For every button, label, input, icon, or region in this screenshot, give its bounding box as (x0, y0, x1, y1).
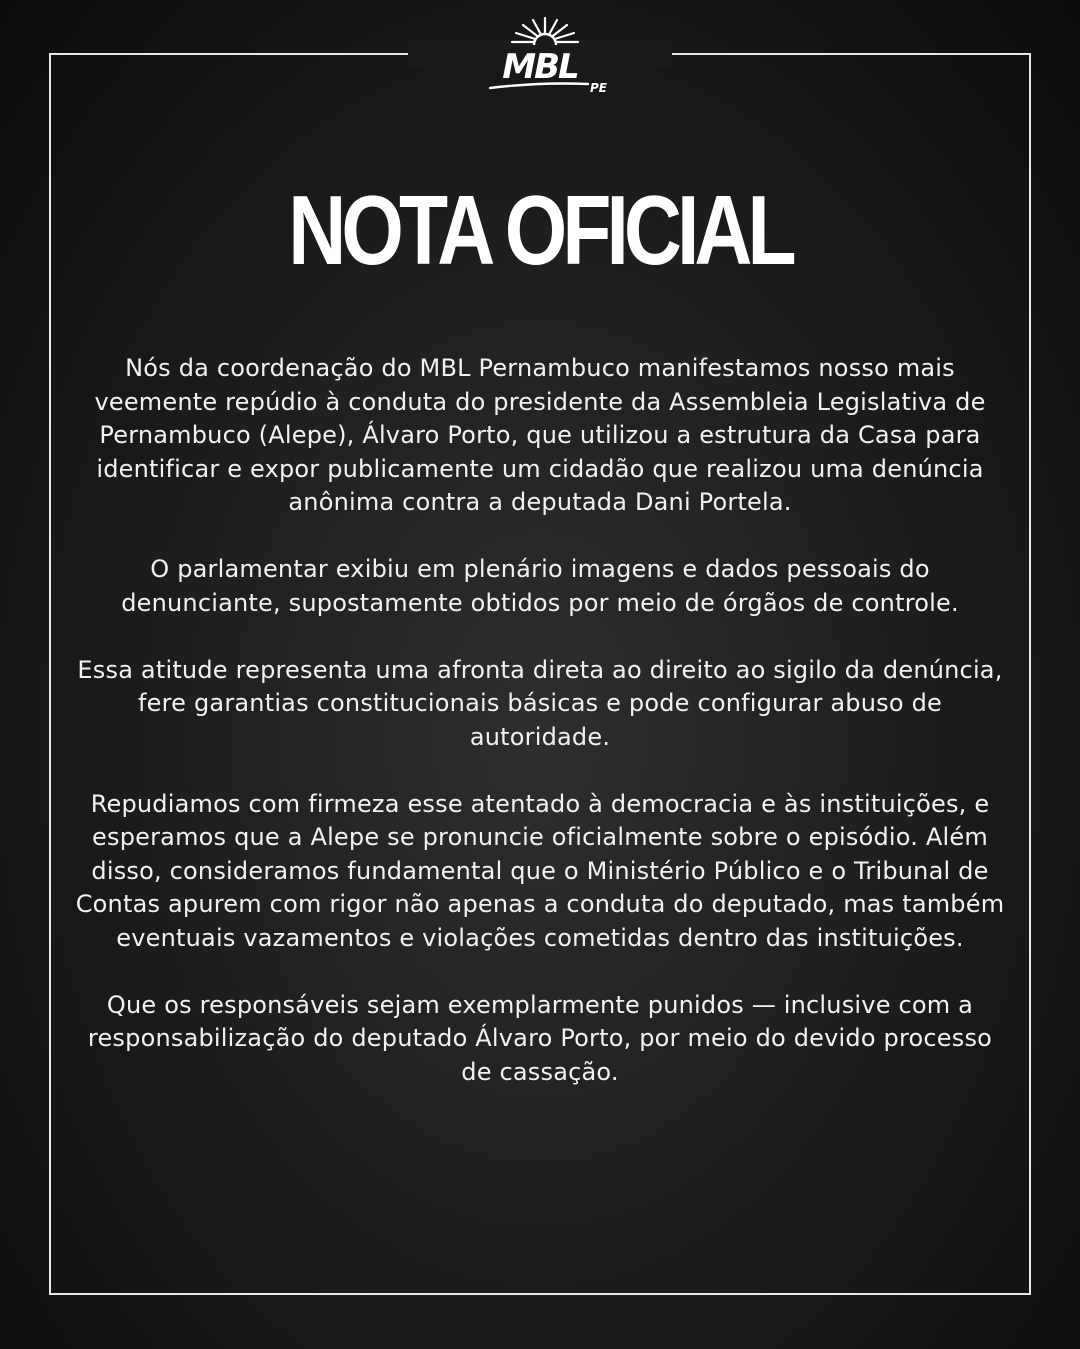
svg-text:PE: PE (590, 81, 607, 95)
paragraph-5: Que os responsáveis sejam exemplarmente punidos — inclusive com a responsabilização do deputado Álvaro Porto, por meio do devido processo de cassação. (87, 990, 993, 1086)
svg-text:MBL: MBL (502, 47, 578, 87)
mbl-pe-logo (470, 12, 620, 96)
statement-body (70, 352, 1010, 1123)
page-title: NOTA OFICIAL (288, 175, 792, 285)
paragraph-4: Repudiamos com firmeza esse atentado à democracia e às instituições, e esperamos que a Alepe se pronuncie oficialmente sobre o episódio. Além disso, consideramos fundamental que o Ministério Público e o Tribunal de Contas apurem com rigor não apenas a conduta do deputado, mas também eventuais vazamentos e violações cometidas dentro das instituições. (75, 789, 1005, 952)
paragraph-3: Essa atitude representa uma afronta direta ao direito ao sigilo da denúncia, fere garantias constitucionais básicas e pode configurar abuso de autoridade. (77, 655, 1003, 751)
paragraph-2: O parlamentar exibiu em plenário imagens e dados pessoais do denunciante, supostamente obtidos por meio de órgãos de controle. (121, 555, 959, 617)
paragraph-1: Nós da coordenação do MBL Pernambuco manifestamos nosso mais veemente repúdio à conduta do presidente da Assembleia Legislativa de Pernambuco (Alepe), Álvaro Porto, que utilizou a estrutura da Casa para identificar e expor publicamente um cidadão que realizou uma denúncia anônima contra a deputada Dani Portela. (94, 354, 986, 516)
